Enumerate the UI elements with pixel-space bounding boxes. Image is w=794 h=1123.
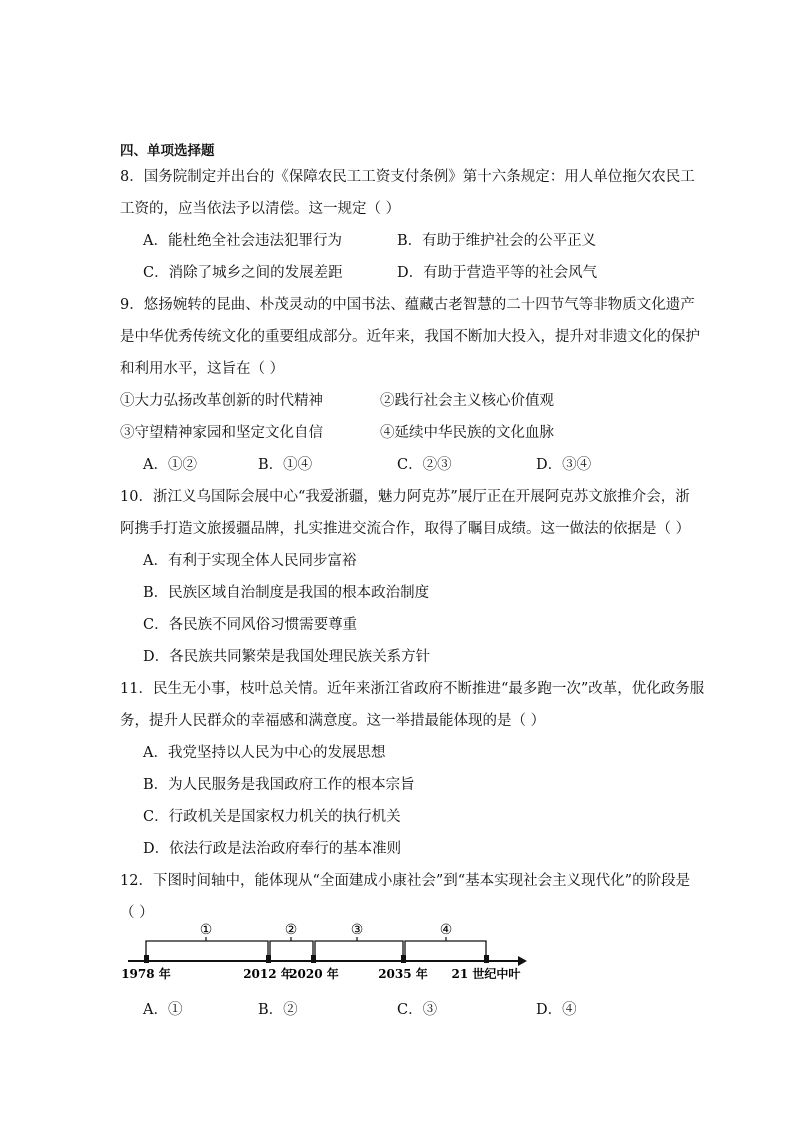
question-10-option-d[interactable]: D．各民族共同繁荣是我国处理民族关系方针 (143, 649, 431, 665)
question-12-stem-line-2: （ ） (120, 905, 154, 921)
timeline-segment-label-1: ① (199, 922, 213, 938)
question-10-stem-line-2: 阿携手打造文旅援疆品牌，扎实推进交流合作，取得了瞩目成绩。这一做法的依据是（ ） (120, 521, 691, 537)
section-title: 四、单项选择题 (120, 143, 215, 159)
question-11-option-b[interactable]: B．为人民服务是我国政府工作的根本宗旨 (143, 777, 415, 793)
question-10-option-c[interactable]: C．各民族不同风俗习惯需要尊重 (143, 617, 358, 633)
question-11-stem-line-2: 务，提升人民群众的幸福感和满意度。这一举措最能体现的是（ ） (120, 713, 546, 729)
timeline-figure (0, 918, 794, 1008)
question-8-option-a[interactable]: A．能杜绝全社会违法犯罪行为 (143, 233, 342, 249)
timeline-bracket-2 (270, 941, 313, 956)
question-11-option-d[interactable]: D．依法行政是法治政府奉行的基本准则 (143, 841, 402, 857)
timeline-year-label: 1978 年 (121, 967, 171, 981)
timeline-segment-label-3: ③ (350, 922, 364, 938)
timeline-year-label: 2012 年 (243, 967, 293, 981)
question-12-option-c[interactable]: C．③ (397, 1002, 438, 1018)
timeline-bracket-4 (405, 941, 486, 956)
question-8-option-d[interactable]: D．有助于营造平等的社会风气 (397, 265, 598, 281)
question-9-option-a[interactable]: A．①② (143, 457, 197, 473)
timeline-arrow-icon (518, 956, 527, 966)
timeline-bracket-1 (146, 941, 268, 956)
question-9-statement-1: ①大力弘扬改革创新的时代精神 (120, 393, 323, 409)
timeline-segment-label-4: ④ (439, 922, 453, 938)
timeline-tick (266, 955, 271, 963)
question-9-option-b[interactable]: B．①④ (258, 457, 313, 473)
timeline-year-label: 2035 年 (378, 967, 428, 981)
question-9-statement-3: ③守望精神家园和坚定文化自信 (120, 425, 323, 441)
question-8-option-b[interactable]: B．有助于维护社会的公平正义 (397, 233, 597, 249)
question-10-option-a[interactable]: A．有利于实现全体人民同步富裕 (143, 553, 357, 569)
timeline-year-label: 2020 年 (289, 967, 339, 981)
timeline-tick (144, 955, 149, 963)
question-12-option-a[interactable]: A．① (143, 1002, 183, 1018)
question-9-option-c[interactable]: C．②③ (397, 457, 452, 473)
question-9-option-d[interactable]: D．③④ (536, 457, 592, 473)
question-12-stem-line-1: 12．下图时间轴中，能体现从“全面建成小康社会”到“基本实现社会主义现代化”的阶段是 (120, 873, 691, 889)
question-10-option-b[interactable]: B．民族区域自治制度是我国的根本政治制度 (143, 585, 430, 601)
question-8-option-c[interactable]: C．消除了城乡之间的发展差距 (143, 265, 343, 281)
timeline-segment-label-2: ② (284, 922, 298, 938)
question-9-stem-line-2: 是中华优秀传统文化的重要组成部分。近年来，我国不断加大投入，提升对非遗文化的保护 (120, 329, 700, 345)
question-12-option-d[interactable]: D．④ (536, 1002, 577, 1018)
question-11-option-c[interactable]: C．行政机关是国家权力机关的执行机关 (143, 809, 401, 825)
timeline-bracket-3 (315, 941, 403, 956)
question-11-option-a[interactable]: A．我党坚持以人民为中心的发展思想 (143, 745, 386, 761)
timeline-tick (401, 955, 406, 963)
question-8-stem-line-2: 工资的，应当依法予以清偿。这一规定（ ） (120, 201, 401, 217)
question-11-stem-line-1: 11．民生无小事，枝叶总关情。近年来浙江省政府不断推进“最多跑一次”改革，优化政务服 (120, 681, 705, 697)
question-12-option-b[interactable]: B．② (258, 1002, 298, 1018)
question-9-statement-2: ②践行社会主义核心价值观 (380, 393, 554, 409)
question-9-stem-line-3: 和利用水平，这旨在（ ） (120, 361, 285, 377)
timeline-year-label: 21 世纪中叶 (451, 967, 521, 981)
question-10-stem-line-1: 10．浙江义乌国际会展中心“我爱浙疆，魅力阿克苏”展厅正在开展阿克苏文旅推介会，浙 (120, 489, 690, 505)
question-8-stem-line-1: 8．国务院制定并出台的《保障农民工工资支付条例》第十六条规定：用人单位拖欠农民工 (120, 169, 695, 185)
timeline-tick (311, 955, 316, 963)
question-9-statement-4: ④延续中华民族的文化血脉 (380, 425, 554, 441)
timeline-tick (484, 955, 489, 963)
question-9-stem-line-1: 9．悠扬婉转的昆曲、朴茂灵动的中国书法、蕴藏古老智慧的二十四节气等非物质文化遗产 (120, 297, 695, 313)
